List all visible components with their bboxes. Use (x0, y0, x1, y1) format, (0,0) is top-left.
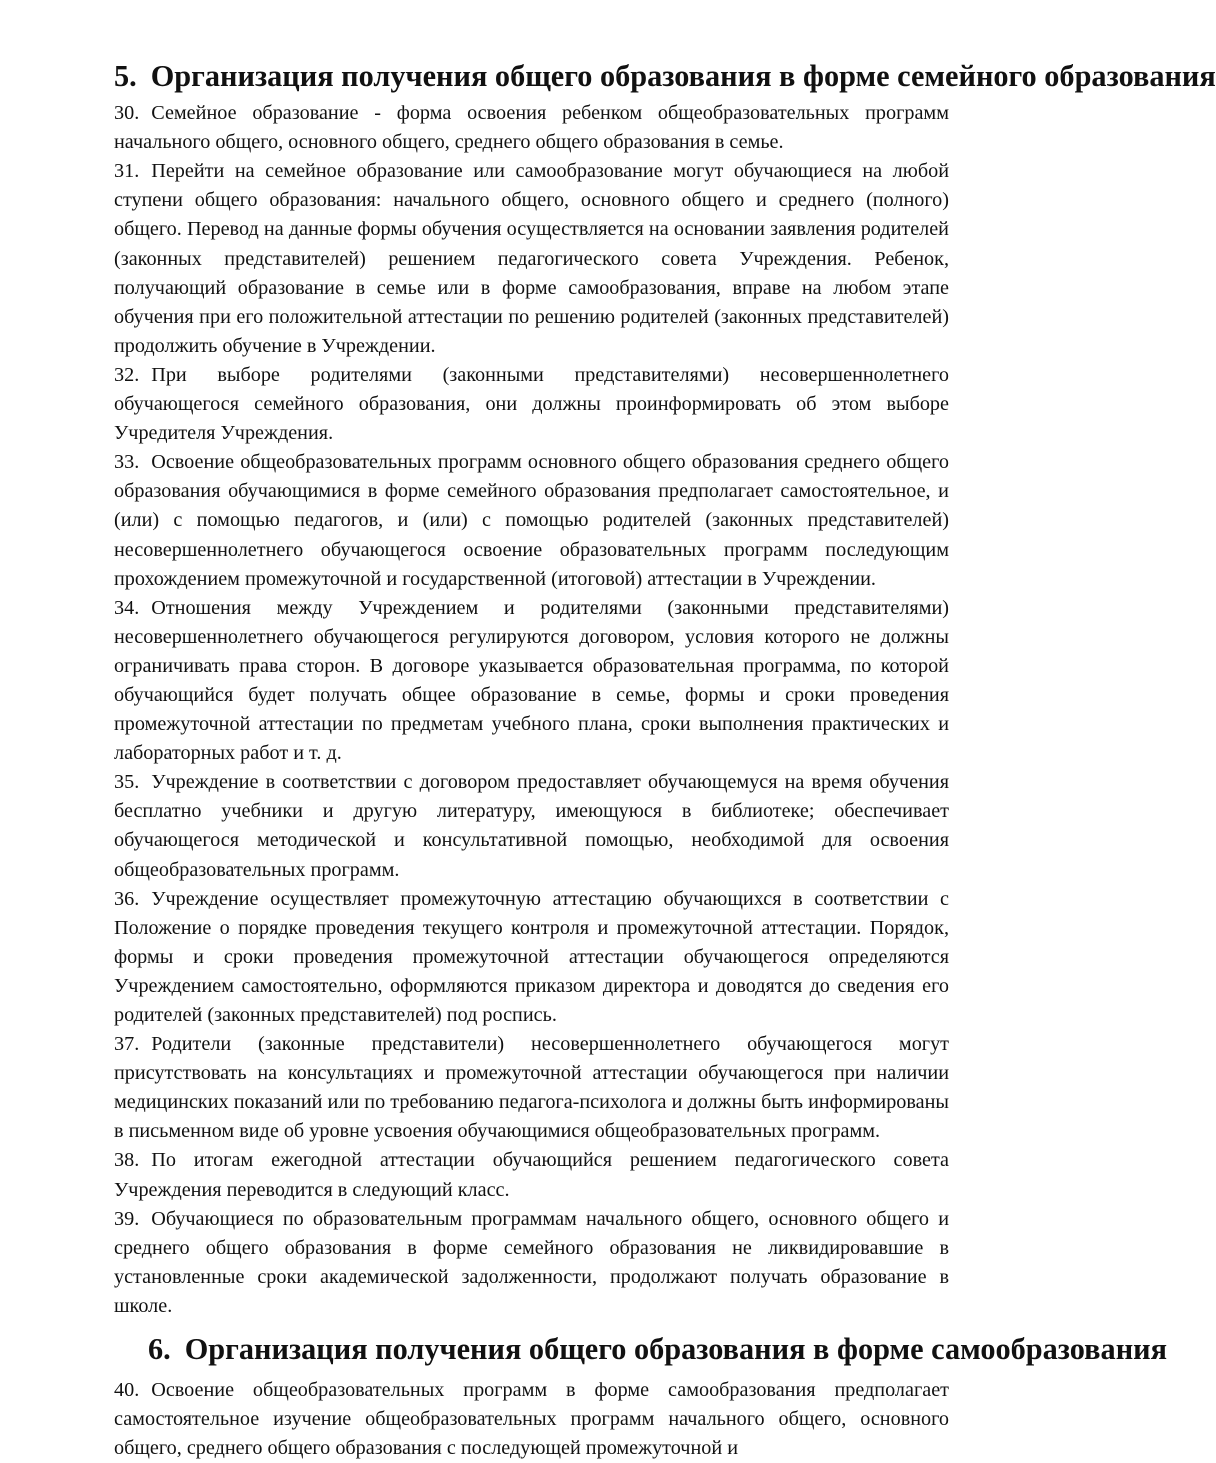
section-title: Организация получения общего образования в форме семейного образования (150, 59, 1216, 93)
paragraph-35 (114, 768, 949, 884)
section-title: Организация получения общего образования в форме самообразования (184, 1332, 1168, 1367)
paragraph-34 (114, 594, 949, 769)
paragraph-number: 34. (114, 596, 140, 619)
section-heading-6 (114, 1332, 1168, 1367)
paragraph-number: 35. (114, 771, 140, 794)
paragraph-number: 33. (114, 451, 140, 474)
paragraph-31 (114, 157, 949, 361)
paragraph-text: Освоение общеобразовательных программ основного общего образования среднего общего образования обучающимися в форме семейного образования предполагает самостоятельное, и (или) с помощью педагогов, и (или) с помощью родителей (законных представителей) несовершеннолетнего обучающегося освоение образовательных программ последующим прохождением промежуточной и государственной (итоговой) аттестации в Учреждении. (114, 451, 949, 590)
paragraph-text: Перейти на семейное образование или самообразование могут обучающиеся на любой ступени общего образования: начального общего, основного общего и среднего (полного) общего. Перевод на данные формы обучения осуществляется на основании заявления родителей (законных представителей) решением педагогического совета Учреждения. Ребенок, получающий образование в семье или в форме самообразования, вправе на любом этапе обучения при его положительной аттестации по решению родителей (законных представителей) продолжить обучение в Учреждении. (114, 160, 949, 357)
section-heading-5 (114, 59, 1216, 93)
paragraph-40 (114, 1376, 949, 1463)
paragraph-text: По итогам ежегодной аттестации обучающийся решением педагогического совета Учреждения переводится в следующий класс. (114, 1149, 949, 1201)
paragraph-text: При выборе родителями (законными представителями) несовершеннолетнего обучающегося семейного образования, они должны проинформировать об этом выборе Учредителя Учреждения. (114, 363, 949, 445)
paragraph-number: 39. (114, 1207, 140, 1230)
paragraph-32 (114, 361, 949, 448)
paragraph-37 (114, 1030, 949, 1146)
paragraph-number: 37. (114, 1033, 140, 1056)
paragraph-text: Семейное образование - форма освоения ребенком общеобразовательных программ начального общего, основного общего, среднего общего образования в семье. (114, 102, 949, 154)
paragraph-text: Освоение общеобразовательных программ в форме самообразования предполагает самостоятельное изучение общеобразовательных программ начального общего, основного общего, среднего общего образования с последующей промежуточной и (114, 1379, 949, 1460)
section-number: 5. (114, 59, 137, 93)
paragraph-39 (114, 1205, 949, 1321)
paragraph-number: 36. (114, 887, 140, 910)
paragraph-number: 30. (114, 102, 140, 125)
paragraph-text: Учреждение осуществляет промежуточную аттестацию обучающихся в соответствии с Положение о порядке проведения текущего контроля и промежуточной аттестации. Порядок, формы и сроки проведения промежуточной аттестации обучающегося определяются Учреждением самостоятельно, оформляются приказом директора и доводятся до сведения его родителей (законных представителей) под роспись. (114, 887, 949, 1026)
paragraph-text: Родители (законные представители) несовершеннолетнего обучающегося могут присутствовать на консультациях и промежуточной аттестации обучающегося при наличии медицинских показаний или по требованию педагога-психолога и должны быть информированы в письменном виде об уровне усвоения обучающимися общеобразовательных программ. (114, 1033, 949, 1143)
paragraph-33 (114, 448, 949, 593)
paragraph-36 (114, 885, 949, 1030)
paragraph-text: Отношения между Учреждением и родителями (законными представителями) несовершеннолетнего обучающегося регулируются договором, условия которого не должны ограничивать права сторон. В договоре указывается образовательная программа, по которой обучающийся будет получать общее образование в семье, формы и сроки проведения промежуточной аттестации по предметам учебного плана, сроки выполнения практических и лабораторных работ и т. д. (114, 596, 949, 765)
paragraph-38 (114, 1146, 949, 1204)
section-number: 6. (148, 1332, 171, 1367)
paragraph-30 (114, 99, 949, 157)
paragraph-text: Учреждение в соответствии с договором предоставляет обучающемуся на время обучения бесплатно учебники и другую литературу, имеющуюся в библиотеке; обеспечивает обучающегося методической и консультативной помощью, необходимой для освоения общеобразовательных программ. (114, 771, 949, 881)
paragraph-number: 31. (114, 160, 140, 183)
paragraph-number: 38. (114, 1149, 140, 1172)
paragraph-text: Обучающиеся по образовательным программам начального общего, основного общего и среднего общего образования в форме семейного образования не ликвидировавшие в установленные сроки академической задолженности, продолжают получать образование в школе. (114, 1207, 949, 1317)
paragraph-number: 40. (114, 1379, 140, 1402)
document-page (114, 59, 1216, 1463)
paragraph-number: 32. (114, 363, 140, 386)
